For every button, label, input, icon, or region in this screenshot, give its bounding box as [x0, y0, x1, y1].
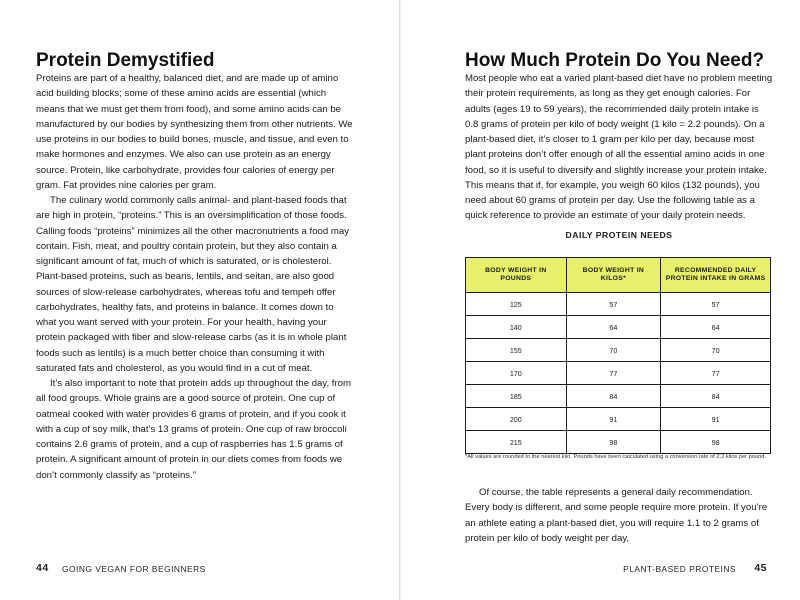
table-row: [466, 339, 771, 362]
table-footnote: *All values are rounded to the nearest kilo. Pounds have been calculated using a conversion rate of 2.2 kilos per pound.: [465, 454, 766, 460]
left-body-text: [36, 71, 354, 483]
intro-paragraph: Most people who eat a varied plant-based diet have no problem meeting their protein requirements, as long as they get enough calories. For adults (ages 19 to 59 years), the recommended daily protein intake is 0.8 grams of protein per kilo of body weight (1 kilo = 2.2 pounds). On a plant-based diet, it’s closer to 1 gram per kilo per day, because most plant proteins don’t offer enough of all the essential amino acids in one food, so it is useful to diversify and slightly increase your protein intake. This means that if, for example, you weigh 60 kilos (132 pounds), you need about 60 grams of protein per day. Use the following table as a quick reference to provide an estimate of your daily protein needs.: [465, 73, 773, 222]
table-row: [466, 385, 771, 408]
table-row: [466, 431, 771, 454]
header-pounds: BODY WEIGHT IN POUNDS: [466, 258, 567, 293]
left-page: [0, 0, 399, 600]
table-header-row: [466, 258, 771, 293]
cell-pounds: 185: [466, 385, 567, 408]
cell-grams: 57: [661, 293, 771, 316]
table-title: DAILY PROTEIN NEEDS: [565, 230, 673, 240]
cell-pounds: 215: [466, 431, 567, 454]
closing-paragraph: Of course, the table represents a general daily recommendation. Every body is different, and some people require more protein. If you’re an athlete eating a plant-based diet, you will require 1.1 to 2 grams of protein per kilo of body weight per day,: [465, 487, 768, 544]
header-protein-grams: RECOMMENDED DAILY PROTEIN INTAKE IN GRAMS: [661, 258, 771, 293]
cell-pounds: 200: [466, 408, 567, 431]
cell-kilos: 84: [566, 385, 661, 408]
right-closing-text: [465, 485, 773, 546]
section-title-protein-demystified: Protein Demystified: [36, 50, 215, 71]
page-number-left: 44: [36, 562, 49, 574]
running-head-right: PLANT-BASED PROTEINS: [623, 564, 736, 574]
cell-grams: 91: [661, 408, 771, 431]
cell-grams: 98: [661, 431, 771, 454]
cell-kilos: 70: [566, 339, 661, 362]
cell-pounds: 125: [466, 293, 567, 316]
cell-grams: 84: [661, 385, 771, 408]
cell-kilos: 77: [566, 362, 661, 385]
header-kilos: BODY WEIGHT IN KILOS*: [566, 258, 661, 293]
paragraph-3: It’s also important to note that protein adds up throughout the day, from all food groups. Whole grains are a good source of protein. One cup of oatmeal cooked with water provides 6 grams of protein, and if you cook it with a cup of soy milk, that’s 13 grams of protein. One cup of raw broccoli contains 2.6 grams of protein, and a cup of raspberries has 1.5 grams of protein. A significant amount of protein in our diets comes from foods we don’t commonly classify as “proteins.”: [36, 378, 351, 481]
cell-pounds: 155: [466, 339, 567, 362]
right-page: [401, 0, 800, 600]
table-row: [466, 362, 771, 385]
table-row: [466, 316, 771, 339]
cell-grams: 64: [661, 316, 771, 339]
paragraph-2: The culinary world commonly calls animal- and plant-based foods that are high in protein, “proteins.” This is an oversimplification of those foods. Calling foods “proteins” minimizes all the other macronutrients a food may contain. Fish, meat, and poultry contain protein, but they also contain a significant amount of fat, much of which is saturated, or is cholesterol. Plant-based proteins, such as beans, lentils, and seitan, are also good sources of slow-release carbohydrates, whereas tofu and tempeh offer carbohydrates, healthy fats, and proteins in balance. It comes down to what you want served with your protein. For your health, having your protein packaged with fiber and slow-release carbs (as it is in whole plant foods such as lentils) is a much better choice than consuming it with saturated fats and cholesterol, as you would find in a cut of meat.: [36, 195, 350, 374]
table-row: [466, 408, 771, 431]
cell-kilos: 91: [566, 408, 661, 431]
cell-kilos: 64: [566, 316, 661, 339]
cell-grams: 77: [661, 362, 771, 385]
cell-pounds: 140: [466, 316, 567, 339]
page-number-right: 45: [754, 562, 767, 574]
paragraph-1: Proteins are part of a healthy, balanced diet, and are made up of amino acid building blocks; some of these amino acids are essential (which means that we must get them from food), and some amino acids can be manufactured by our bodies by synthesizing them from other nutrients. We use proteins in our bodies to build bones, muscle, and tissue, and even to make hormones and enzymes. We also can use protein as an energy source. Protein, like carbohydrate, provides four calories of energy per gram. Fat provides nine calories per gram.: [36, 73, 353, 191]
table-row: [466, 293, 771, 316]
protein-needs-table: [465, 257, 771, 454]
running-head-left: GOING VEGAN FOR BEGINNERS: [62, 564, 206, 574]
cell-pounds: 170: [466, 362, 567, 385]
cell-grams: 70: [661, 339, 771, 362]
cell-kilos: 98: [566, 431, 661, 454]
right-intro-text: [465, 71, 773, 224]
section-title-protein-needs: How Much Protein Do You Need?: [465, 50, 765, 71]
cell-kilos: 57: [566, 293, 661, 316]
